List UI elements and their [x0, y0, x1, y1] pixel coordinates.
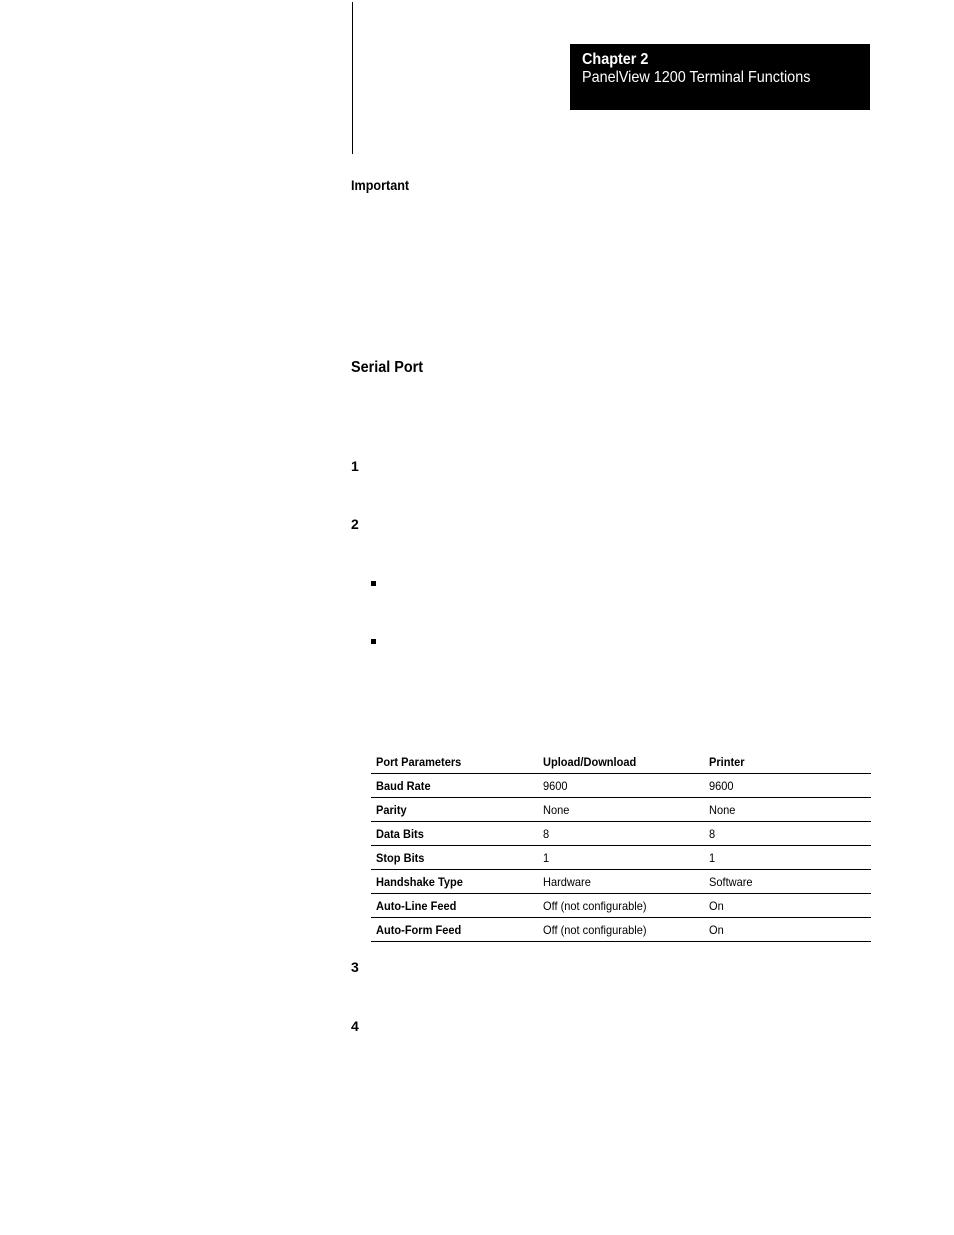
- parameter-name: [371, 870, 538, 894]
- table-header-row: [371, 750, 871, 774]
- column-header-label: Port Parameters: [376, 754, 462, 769]
- printer-value: [704, 822, 871, 846]
- table-row: [371, 846, 871, 870]
- upload-download-value: [538, 918, 704, 942]
- printer-text: On: [709, 922, 724, 937]
- parameter-name: [371, 894, 538, 918]
- table-row: [371, 798, 871, 822]
- parameter-name: [371, 918, 538, 942]
- printer-text: On: [709, 898, 724, 913]
- parameter-name: [371, 798, 538, 822]
- printer-text: 1: [709, 850, 716, 865]
- step-number: 3: [351, 959, 359, 975]
- printer-value: [704, 894, 871, 918]
- serial-port-heading: Serial Port: [351, 359, 424, 376]
- parameter-name-text: Auto-Form Feed: [376, 922, 462, 937]
- parameter-name: [371, 846, 538, 870]
- column-header: [371, 750, 538, 774]
- printer-text: None: [709, 802, 736, 817]
- upload-download-value: [538, 774, 704, 798]
- table-row: [371, 822, 871, 846]
- chapter-title: PanelView 1200 Terminal Functions: [582, 69, 811, 86]
- step-number: 2: [351, 516, 359, 532]
- step-number: 4: [351, 1018, 359, 1034]
- parameter-name-text: Handshake Type: [376, 874, 463, 889]
- upload-download-text: Hardware: [543, 874, 591, 889]
- important-heading: Important: [351, 177, 410, 193]
- parameter-name: [371, 774, 538, 798]
- upload-download-value: [538, 870, 704, 894]
- margin-rule: [352, 2, 353, 154]
- upload-download-value: [538, 822, 704, 846]
- parameter-name-text: Parity: [376, 802, 407, 817]
- upload-download-text: 9600: [543, 778, 568, 793]
- upload-download-text: 8: [543, 826, 550, 841]
- upload-download-text: None: [543, 802, 570, 817]
- upload-download-text: Off (not configurable): [543, 898, 647, 913]
- upload-download-value: [538, 894, 704, 918]
- port-parameters-table: [371, 750, 871, 942]
- printer-value: [704, 798, 871, 822]
- table-row: [371, 774, 871, 798]
- printer-value: [704, 918, 871, 942]
- table-row: [371, 870, 871, 894]
- printer-value: [704, 870, 871, 894]
- printer-value: [704, 774, 871, 798]
- parameter-name: [371, 822, 538, 846]
- upload-download-value: [538, 798, 704, 822]
- table-row: [371, 894, 871, 918]
- printer-text: Software: [709, 874, 753, 889]
- column-header-label: Printer: [709, 754, 745, 769]
- table-row: [371, 918, 871, 942]
- column-header: [538, 750, 704, 774]
- printer-text: 8: [709, 826, 716, 841]
- parameter-name-text: Auto-Line Feed: [376, 898, 457, 913]
- parameter-name-text: Stop Bits: [376, 850, 425, 865]
- step-number: 1: [351, 458, 359, 474]
- parameter-name-text: Baud Rate: [376, 778, 431, 793]
- parameter-name-text: Data Bits: [376, 826, 424, 841]
- column-header-label: Upload/Download: [543, 754, 637, 769]
- bullet-marker: [371, 639, 376, 644]
- upload-download-text: 1: [543, 850, 550, 865]
- chapter-header: [570, 44, 870, 110]
- printer-value: [704, 846, 871, 870]
- chapter-label: Chapter 2: [582, 51, 649, 68]
- upload-download-text: Off (not configurable): [543, 922, 647, 937]
- column-header: [704, 750, 871, 774]
- printer-text: 9600: [709, 778, 734, 793]
- bullet-marker: [371, 581, 376, 586]
- upload-download-value: [538, 846, 704, 870]
